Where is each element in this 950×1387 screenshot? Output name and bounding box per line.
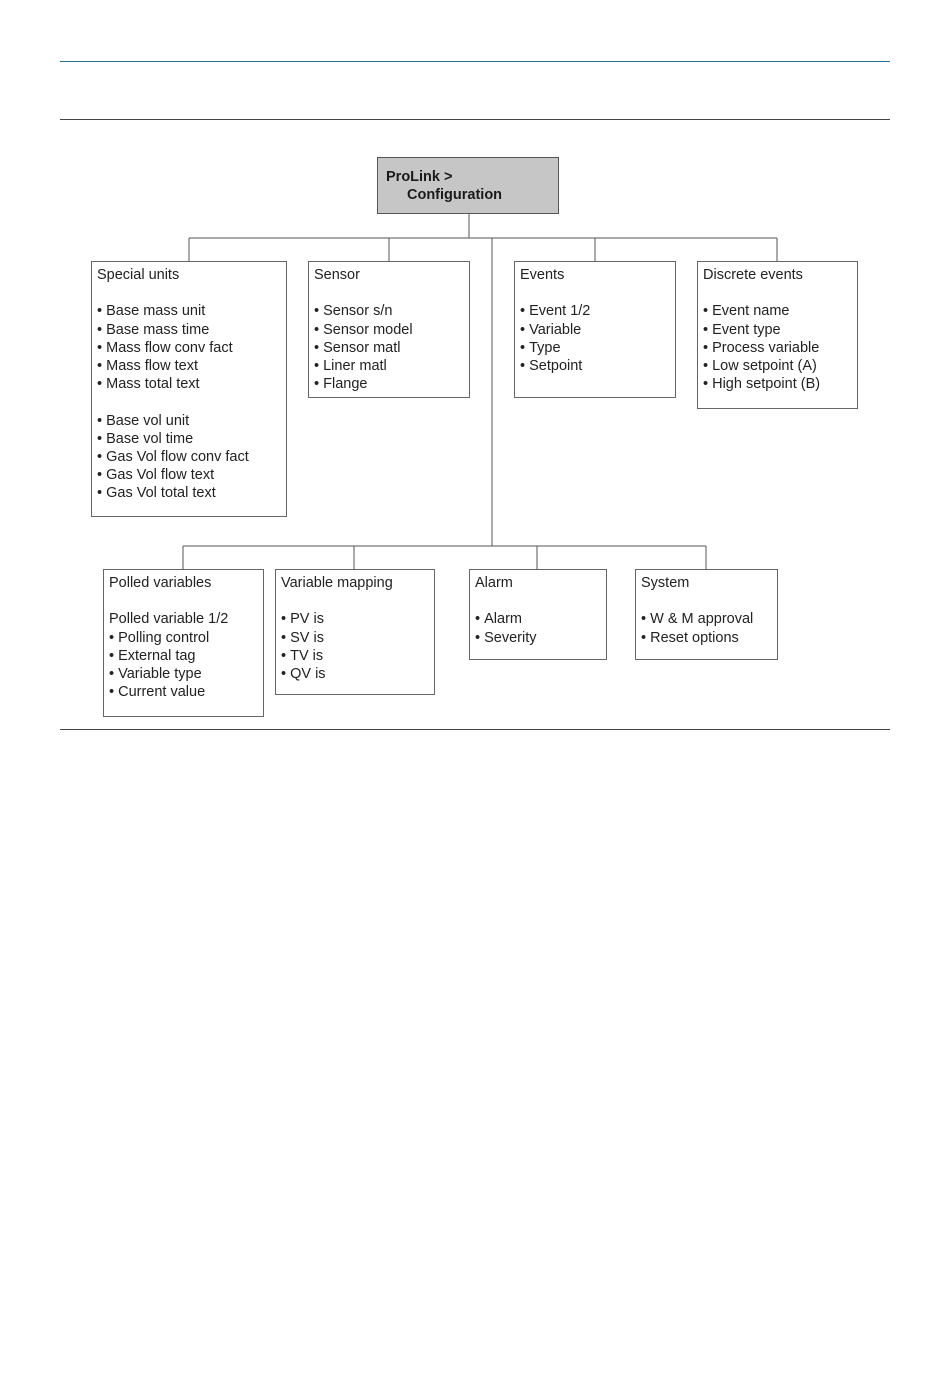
root-node-prolink-configuration (377, 157, 559, 214)
list-item: • Mass total text (97, 375, 286, 393)
list-item: • SV is (281, 629, 434, 647)
node-special-units (91, 261, 287, 517)
list-item: • Reset options (641, 629, 777, 647)
list-item: • Mass flow text (97, 357, 286, 375)
node-variable-mapping (275, 569, 435, 695)
group-spacer (97, 393, 286, 411)
list-item: • Base mass unit (97, 302, 286, 320)
node-system (635, 569, 778, 660)
root-line1: ProLink > (386, 169, 453, 185)
node-title: Events (520, 267, 565, 283)
list-item: • Alarm (475, 610, 606, 628)
list-item: • Gas Vol flow text (97, 466, 286, 484)
node-events (514, 261, 676, 398)
list-item: • Base mass time (97, 321, 286, 339)
list-item: • Sensor s/n (314, 302, 469, 320)
list-item: • Gas Vol flow conv fact (97, 448, 286, 466)
node-title: Discrete events (703, 267, 803, 283)
node-alarm (469, 569, 607, 660)
root-line2: Configuration (407, 187, 503, 203)
node-title: System (641, 575, 690, 591)
node-subtitle: Polled variable 1/2 (109, 611, 229, 628)
list-item: • Polling control (109, 629, 263, 647)
list-item: • PV is (281, 610, 434, 628)
list-item: • Event name (703, 302, 857, 320)
list-item: • Mass flow conv fact (97, 339, 286, 357)
list-item: • W & M approval (641, 610, 777, 628)
list-item: • Current value (109, 683, 263, 701)
list-item: • Process variable (703, 339, 857, 357)
list-item: • Severity (475, 629, 606, 647)
list-item: • Base vol time (97, 430, 286, 448)
list-item: • Event type (703, 321, 857, 339)
node-sensor (308, 261, 470, 398)
list-item: • Base vol unit (97, 412, 286, 430)
list-item: • High setpoint (B) (703, 375, 857, 393)
list-item: • Liner matl (314, 357, 469, 375)
node-title: Alarm (475, 575, 513, 591)
list-item: • Sensor model (314, 321, 469, 339)
list-item: • Variable type (109, 665, 263, 683)
node-title: Sensor (314, 267, 360, 283)
node-discrete-events (697, 261, 858, 409)
list-item: • Gas Vol total text (97, 484, 286, 502)
node-polled-variables (103, 569, 264, 717)
list-item: • Sensor matl (314, 339, 469, 357)
node-title: Special units (97, 267, 180, 283)
list-item: • External tag (109, 647, 263, 665)
list-item: • Low setpoint (A) (703, 357, 857, 375)
list-item: • Event 1/2 (520, 302, 675, 320)
list-item: • Variable (520, 321, 675, 339)
list-item: • QV is (281, 665, 434, 683)
list-item: • Type (520, 339, 675, 357)
list-item: • Flange (314, 375, 469, 393)
node-title: Variable mapping (281, 575, 393, 591)
list-item: • TV is (281, 647, 434, 665)
list-item: • Setpoint (520, 357, 675, 375)
node-title: Polled variables (109, 575, 212, 591)
